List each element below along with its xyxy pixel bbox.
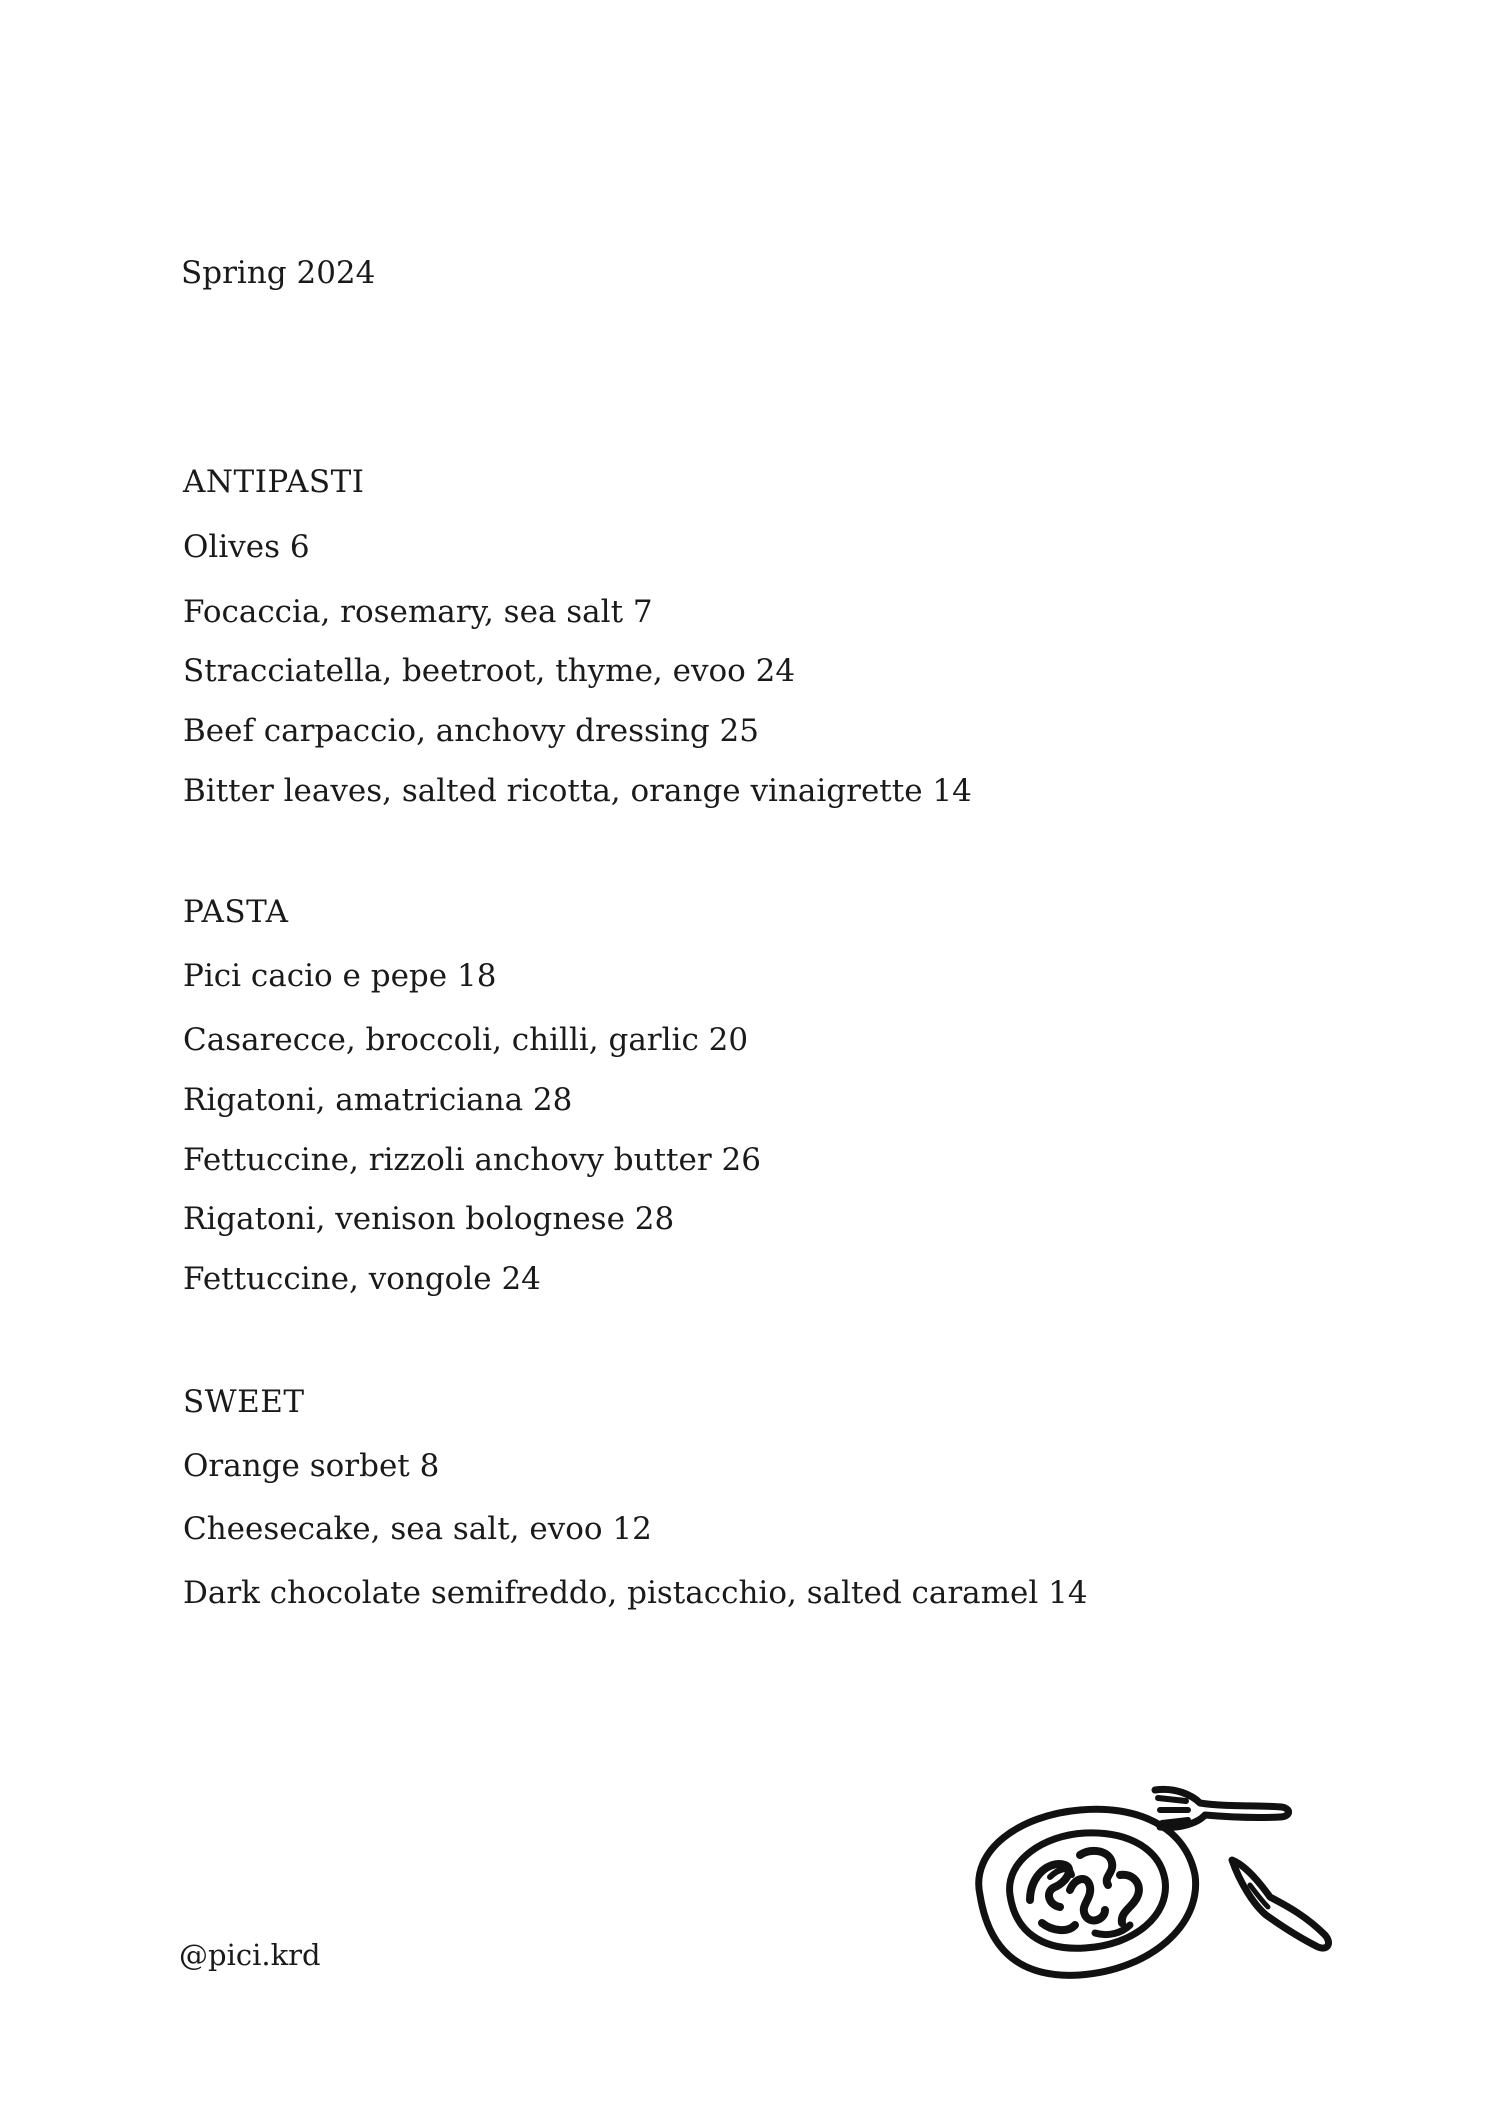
- menu-item: Cheesecake, sea salt, evoo 12: [183, 1511, 652, 1547]
- fork-tine: [1158, 1798, 1186, 1801]
- menu-item: Stracciatella, beetroot, thyme, evoo 24: [183, 653, 796, 689]
- menu-item: Orange sorbet 8: [183, 1448, 440, 1484]
- menu-item: Rigatoni, amatriciana 28: [183, 1082, 573, 1118]
- pasta-squiggle: [1042, 1923, 1075, 1930]
- section-title-pasta: PASTA: [183, 894, 289, 930]
- menu-item: Beef carpaccio, anchovy dressing 25: [183, 713, 759, 749]
- menu-item: Casarecce, broccoli, chilli, garlic 20: [183, 1022, 749, 1058]
- menu-item: Pici cacio e pepe 18: [183, 958, 497, 994]
- knife-icon: [1232, 1860, 1329, 1948]
- section-title-sweet: SWEET: [183, 1384, 305, 1420]
- pasta-squiggle: [1120, 1875, 1139, 1923]
- menu-item: Fettuccine, vongole 24: [183, 1261, 541, 1297]
- menu-item: Focaccia, rosemary, sea salt 7: [183, 594, 653, 630]
- pasta-plate-fork-knife-icon: [960, 1765, 1340, 2005]
- menu-item: Bitter leaves, salted ricotta, orange vinaigrette 14: [183, 773, 972, 809]
- menu-season: Spring 2024: [181, 255, 376, 291]
- section-title-antipasti: ANTIPASTI: [183, 464, 365, 500]
- menu-item: Dark chocolate semifreddo, pistacchio, salted caramel 14: [183, 1575, 1088, 1611]
- pasta-squiggle: [1070, 1879, 1105, 1920]
- menu-item: Fettuccine, rizzoli anchovy butter 26: [183, 1142, 761, 1178]
- menu-item: Olives 6: [183, 529, 310, 565]
- instagram-handle: @pici.krd: [179, 1938, 321, 1972]
- pasta-squiggle: [1095, 1925, 1130, 1935]
- menu-item: Rigatoni, venison bolognese 28: [183, 1201, 675, 1237]
- fork-tine: [1162, 1820, 1188, 1823]
